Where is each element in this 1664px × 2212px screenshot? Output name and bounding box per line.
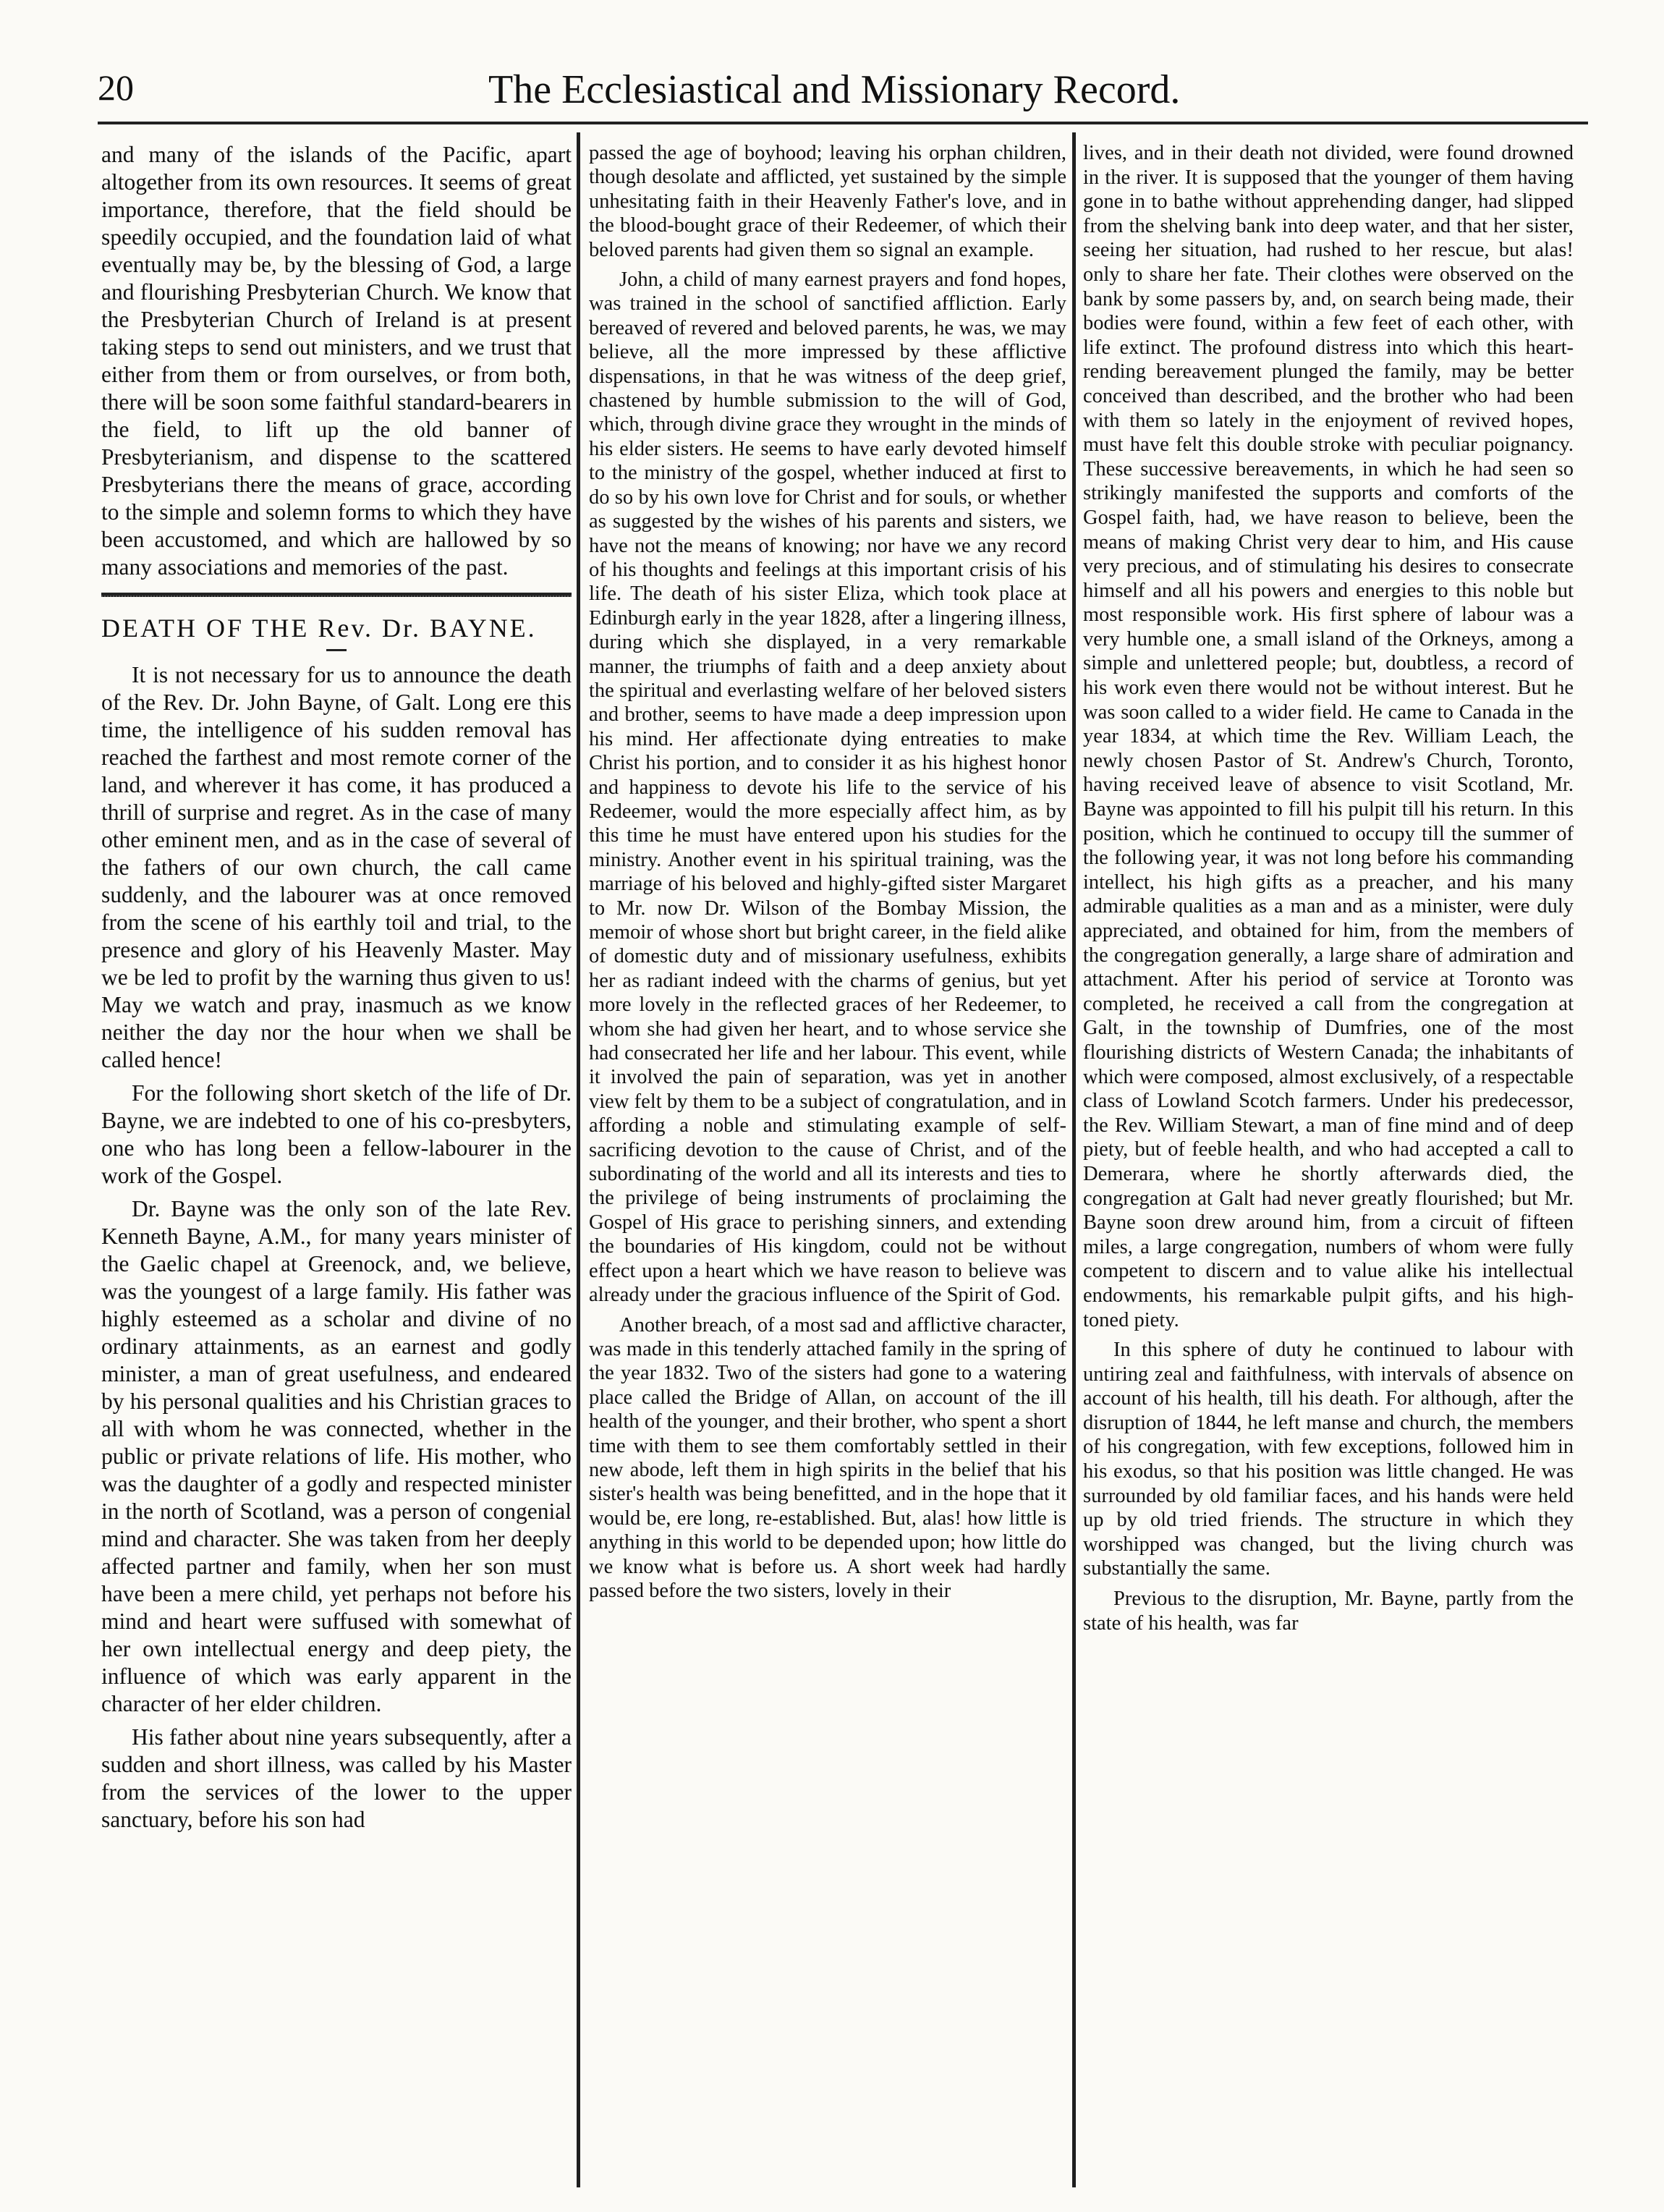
column-divider [577,132,580,2187]
paragraph: For the following short sketch of the life of Dr. Bayne, we are indebted to one of his co-presbyters, one who has long been a fellow-labourer in the work of the Gospel. [101,1080,572,1188]
header-rule [98,122,1588,124]
section-heading: DEATH OF THE Rev. Dr. BAYNE. [101,614,537,643]
paragraph: Dr. Bayne was the only son of the late Rev. Kenneth Bayne, A.M., for many years minister of the Gaelic chapel at Greenock, and, we believe, was the youngest of a large family. His father was highly esteemed as a scholar and divine of no ordinary attainments, as an earnest and godly minister, a man of great usefulness, and endeared by his personal qualities and his Christian graces to all with whom he was connected, whether in the public or private relations of life. His mother, who was the daughter of a godly and respected minister in the north of Scotland, was a person of congenial mind and character. She was taken from her deeply affected partner and family, when her son must have been a mere child, yet perhaps not before his mind and heart were suffused with somewhat of her own intellectual energy and deep piety, the influence of which was early apparent in the character of her elder children. [101,1196,572,1716]
paragraph: John, a child of many earnest prayers and fond hopes, was trained in the school of sanctified affliction. Early bereaved of revered and beloved parents, he was, we may believe, all the more impressed by these afflictive dispensations, in that he was witness of the deep grief, chastened by humble submission to the will of God, which, through divine grace they wrought in the minds of his elder sisters. He seems to have early devoted himself to the ministry of the gospel, whether induced at first to do so by his own love for Christ and for souls, or whether as suggested by the wishes of his parents and sisters, we have not the means of knowing; nor have we any record of his thoughts and feelings at this important crisis of his life. The death of his sister Eliza, which took place at Edinburgh early in the year 1828, after a lingering illness, during which she displayed, in a very remarkable manner, the triumphs of faith and a deep anxiety about the spiritual and everlasting welfare of her beloved sisters and brother, seems to have made a deep impression upon his mind. Her affectionate dying entreaties to make Christ his portion, and to consider it as his highest honor and happiness to devote his life to the service of his Redeemer, would the more especially affect him, as by this time he must have entered upon his studies for the ministry. Another event in his spiritual training, was the marriage of his beloved and highly-gifted sister Margaret to Mr. now Dr. Wilson of the Bombay Mission, the memoir of whose short but bright career, in the field alike of domestic duty and of missionary usefulness, exhibits her as radiant indeed with the charms of genius, but yet more lovely in the reflected graces of her Redeemer, to whom she had given her heart, and to whose service she had consecrated her life and her labour. This event, while it involved the pain of separation, was yet in another view felt by them to be a subject of congratulation, and in affording a noble and stimulating example of self-sacrificing devotion to the cause of Christ, and of the subordinating of the world and all its interests and ties to the privilege of being instruments of proclaiming the Gospel of His grace to perishing sinners, and extending the boundaries of His kingdom, could not be without effect upon a heart which we have reason to believe was already under the gracious influence of the Spirit of God. [589,268,1066,1307]
page-number: 20 [98,67,134,108]
paragraph: lives, and in their death not divided, were found drowned in the river. It is supposed that the younger of them having gone in to bathe without apprehending danger, had slipped from the shelving bank into deep water, and that her sister, seeing her situation, had rushed to her rescue, but alas! only to share her fate. Their clothes were observed on the bank by some passers by, and, on search being made, their bodies were found, within a few feet of each other, with life extinct. The profound distress into which this heart-rending bereavement plunged the family, may be better conceived than described, and the brother who had been with them so lately in the enjoyment of revived hopes, must have felt this double stroke with peculiar poignancy. These successive bereavements, in which he had seen so strikingly manifested the supports and comforts of the Gospel faith, had, we have reason to believe, been the means of making Christ very dear to him, and His cause very precious, and of stimulating his desires to consecrate himself and all his powers and energies to this noble but most responsible work. His first sphere of labour was a very humble one, a small island of the Orkneys, among a simple and unlettered people; but, doubtless, a record of his work even there would not be without interest. But he was soon called to a wider field. He came to Canada in the year 1834, at which time the Rev. William Leach, the newly chosen Pastor of St. Andrew's Church, Toronto, having received leave of absence to visit Scotland, Mr. Bayne was appointed to fill his pulpit till his return. In this position, which he continued to occupy till the summer of the following year, it was not long before his commanding intellect, his high gifts as a preacher, and his many admirable qualities as a man and as a minister, were duly appreciated, and obtained for him, from the members of the congregation generally, a large share of admiration and attachment. After his period of service at Toronto was completed, he received a call from the congregation at Galt, in the township of Dumfries, one of the most flourishing districts of Western Canada; the inhabitants of which were composed, almost exclusively, of a respectable class of Lowland Scotch farmers. Under his predecessor, the Rev. William Stewart, a man of fine mind and of deep piety, but of feeble health, and who had accepted a call to Demerara, where he shortly afterwards died, the congregation at Galt had never greatly flourished; but Mr. Bayne soon drew around him, from a circuit of fifteen miles, a large congregation, numbers of whom were fully competent to discern and to value alike his intellectual endowments, his remarkable pulpit gifts, and his high-toned piety. [1083,142,1574,1331]
column-middle [589,141,1066,2196]
paragraph: It is not necessary for us to announce the death of the Rev. Dr. John Bayne, of Galt. Long ere this time, the intelligence of his sudden removal has reached the farthest and most remote corner of the land, and wherever it has come, it has produced a thrill of surprise and regret. As in the case of many other eminent men, and as in the case of several of the fathers of our own church, the call came suddenly, and the labourer was at once removed from the scene of his earthly toil and trial, to the presence and glory of his Heavenly Master. May we be led to profit by the warning thus given to us! May we watch and pray, inasmuch as we know neither the day nor the hour when we shall be called hence! [101,662,572,1072]
paragraph: Previous to the disruption, Mr. Bayne, partly from the state of his health, was far [1083,1588,1574,1635]
paragraph: His father about nine years subsequently, after a sudden and short illness, was called by his Master from the services of the lower to the upper sanctuary, before his son had [101,1724,572,1832]
paragraph: In this sphere of duty he continued to labour with untiring zeal and faithfulness, with intervals of absence on account of his health, till his death. For although, after the disruption of 1844, he left manse and church, the members of his congregation, with few exceptions, followed him in his exodus, so that his position was little changed. He was surrounded by old familiar faces, and his hands were held up by old tried friends. The structure in which they worshipped was changed, but the living church was substantially the same. [1083,1339,1574,1580]
column-left [101,141,572,2182]
paragraph: passed the age of boyhood; leaving his orphan children, though desolate and afflicted, yet sustained by the simple unhesitating faith in their Heavenly Father's love, and in the blood-bought grace of their Redeemer, of which their beloved parents had given them so signal an example. [589,142,1066,261]
paragraph: Another breach, of a most sad and afflictive character, was made in this tenderly attached family in the spring of the year 1832. Two of the sisters had gone to a watering place called the Bridge of Allan, on account of the ill health of the younger, and their brother, who spent a short time with them to see them comfortably settled in their new abode, left them in high spirits in the belief that his sister's health was being benefitted, and in the hope that it would be, ere long, re-established. But, alas! how little is anything in this world to be depended upon; how little do we know what is before us. A short week had hardly passed before the two sisters, lovely in their [589,1313,1066,1602]
column-divider [1072,132,1076,2187]
column-right [1083,141,1574,2196]
heading-dash [326,649,347,651]
paragraph: and many of the islands of the Pacific, apart altogether from its own resources. It seems of great importance, therefore, that the field should be speedily occupied, and the foundation laid of what eventually may be, by the blessing of God, a large and flourishing Presbyterian Church. We know that the Presbyterian Church of Ireland is at present taking steps to send out ministers, and we trust that either from them or from ourselves, or from both, there will be soon some faithful standard-bearers in the field, to lift up the old banner of Presbyterianism, and dispense to the scattered Presbyterians there the means of grace, according to the simple and solemn forms to which they have been accustomed, and which are hallowed by so many associations and memories of the past. [101,142,572,580]
section-divider [101,593,572,597]
page-header [98,67,1584,124]
running-title: The Ecclesiastical and Missionary Record. [488,67,1181,112]
